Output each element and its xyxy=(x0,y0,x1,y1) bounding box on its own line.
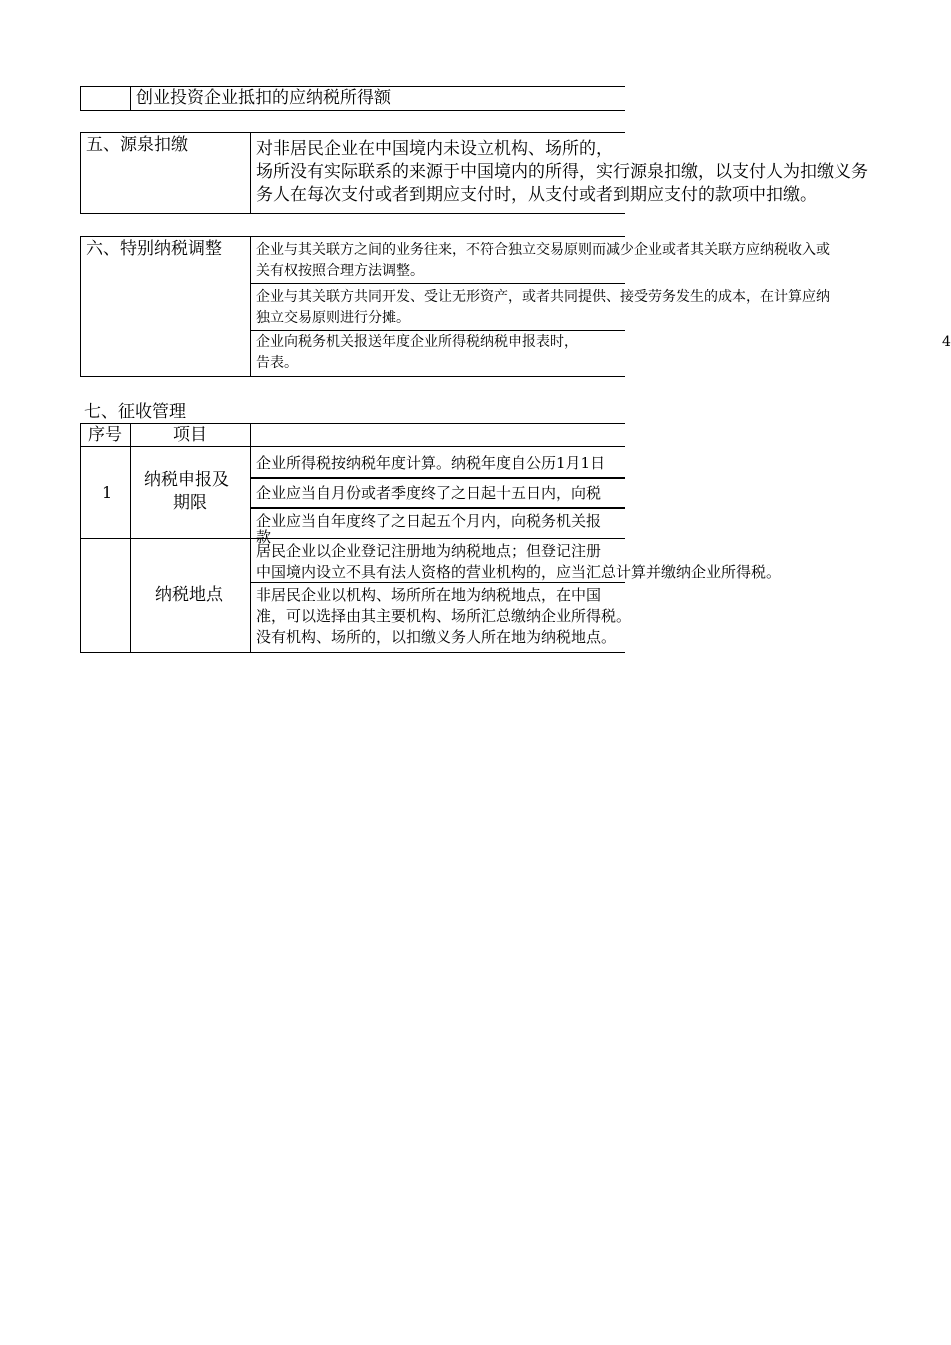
top-row-divider xyxy=(130,86,131,111)
s7-detail-sep-1 xyxy=(250,477,625,479)
top-row-border-left xyxy=(80,86,81,111)
s7-detail-sep-3 xyxy=(250,582,625,583)
section6-item-1-line-1: 企业与其关联方之间的业务往来，不符合独立交易原则而减少企业或者其关联方应纳税收入或 xyxy=(256,242,830,258)
s5-border-left xyxy=(80,132,81,214)
row-2-detail-2: 中国境内设立不具有法人资格的营业机构的，应当汇总计算并缴纳企业所得税。 xyxy=(256,563,782,581)
s7-border-top xyxy=(80,423,625,424)
row-1-detail-3: 企业应当自年度终了之日起五个月内，向税务机关报 xyxy=(256,512,602,530)
s6-border-bottom xyxy=(80,376,625,377)
row-2-detail-3: 非居民企业以机构、场所所在地为纳税地点，在中国 xyxy=(256,586,602,604)
section6-item-1-line-2: 关有权按照合理方法调整。 xyxy=(256,263,424,279)
header-item: 项目 xyxy=(173,425,207,445)
row-1-no: 1 xyxy=(102,483,113,502)
s5-border-top xyxy=(80,132,625,133)
s5-divider xyxy=(250,132,251,214)
section6-item-2-line-1: 企业与其关联方共同开发、受让无形资产，或者共同提供、接受劳务发生的成本，在计算应纳 xyxy=(256,289,830,305)
row-1-item-line-1: 纳税申报及 xyxy=(144,470,229,490)
section6-item-3-line-2: 告表。 xyxy=(256,355,298,371)
row-2-item: 纳税地点 xyxy=(155,585,223,605)
row-1-detail-2: 企业应当自月份或者季度终了之日起十五日内，向税 xyxy=(256,484,602,502)
section6-title: 六、特别纳税调整 xyxy=(86,239,222,259)
row-1-detail-1: 企业所得税按纳税年度计算。纳税年度自公历1月1日 xyxy=(256,454,606,472)
s7-border-left xyxy=(80,423,81,653)
section6-item-2-line-2: 独立交易原则进行分摊。 xyxy=(256,310,410,326)
s5-border-bottom xyxy=(80,213,625,214)
header-no: 序号 xyxy=(88,425,122,445)
s6-border-left xyxy=(80,236,81,377)
top-row-border-top xyxy=(80,86,625,87)
row-2-detail-5: 没有机构、场所的，以扣缴义务人所在地为纳税地点。 xyxy=(256,628,617,646)
row-1-item-line-2: 期限 xyxy=(173,493,207,513)
s7-col-sep-2 xyxy=(250,423,251,653)
s6-row-sep-1 xyxy=(250,283,625,284)
s7-row-sep xyxy=(80,538,625,539)
s6-border-top xyxy=(80,236,625,237)
s7-col-sep-1 xyxy=(130,423,131,653)
row-2-detail-1: 居民企业以企业登记注册地为纳税地点；但登记注册 xyxy=(256,542,602,560)
top-row-border-bottom xyxy=(80,110,625,111)
s6-divider xyxy=(250,236,251,377)
row-2-detail-4: 准，可以选择由其主要机构、场所汇总缴纳企业所得税。 xyxy=(256,607,632,625)
section6-item-3-tail: 4 xyxy=(942,334,951,350)
section5-line-1: 对非居民企业在中国境内未设立机构、场所的， xyxy=(256,139,613,159)
s6-row-sep-2 xyxy=(250,330,625,331)
section6-item-3-line-1: 企业向税务机关报送年度企业所得税纳税申报表时， xyxy=(256,334,578,350)
s7-detail-sep-2 xyxy=(250,507,625,509)
section7-title: 七、征收管理 xyxy=(84,402,186,422)
s7-header-bottom xyxy=(80,446,625,447)
row-1-detail-4: 款 xyxy=(256,528,272,546)
section5-line-3: 务人在每次支付或者到期应支付时，从支付或者到期应支付的款项中扣缴。 xyxy=(256,185,817,205)
section5-title: 五、源泉扣缴 xyxy=(86,135,188,155)
s7-border-bottom xyxy=(80,652,625,653)
top-row-label: 创业投资企业抵扣的应纳税所得额 xyxy=(136,88,391,108)
section5-line-2: 场所没有实际联系的来源于中国境内的所得，实行源泉扣缴，以支付人为扣缴义务 xyxy=(256,162,868,182)
